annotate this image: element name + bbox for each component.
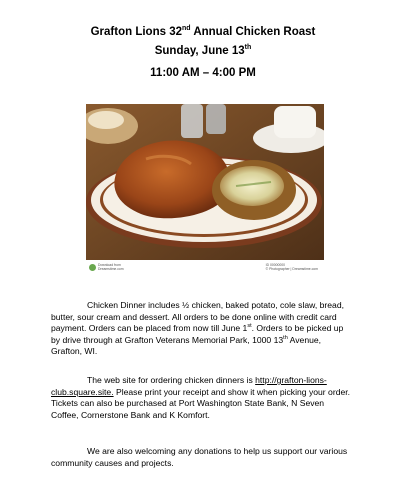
pepper-shaker bbox=[206, 104, 226, 134]
salt-shaker bbox=[181, 104, 203, 138]
watermark-left-line1: Download from bbox=[98, 263, 121, 267]
food-illustration bbox=[86, 104, 324, 260]
donations-paragraph: We are also welcoming any donations to help us support our various community causes and projects. bbox=[51, 446, 348, 468]
watermark-left-line2: Dreamstime.com bbox=[98, 267, 124, 271]
chicken-dinner-photo bbox=[86, 104, 324, 274]
dreamstime-logo-icon bbox=[89, 264, 96, 271]
event-date: Sunday, June 13th bbox=[154, 44, 252, 57]
order-website-link[interactable]: http://grafton-lions-club.square.site. bbox=[51, 375, 327, 397]
watermark-right-line2: © Photographer | Dreamstime.com bbox=[265, 267, 318, 271]
event-title: Grafton Lions 32nd Annual Chicken Roast bbox=[90, 25, 316, 38]
coffee-cup bbox=[274, 106, 316, 138]
event-time: 11:00 AM – 4:00 PM bbox=[150, 67, 256, 79]
watermark-right-line1: ID 00000000 bbox=[265, 263, 286, 267]
dinner-details-paragraph: Chicken Dinner includes ½ chicken, baked potato, cole slaw, bread, butter, sour cream and dessert. All orders to be done online with credit card payment. Orders can be placed from now till June 1st. Orders to be picked up by drive through at Grafton Veterans Memorial Park, 1000 13th Avenue, Grafton, WI. bbox=[51, 300, 345, 356]
watermark-bar bbox=[86, 260, 324, 274]
ordering-paragraph: The web site for ordering chicken dinners is http://grafton-lions-club.square.site. Please print your receipt and show it when picking your order. Tickets can also be purchased at Port Washington State Bank, N Seven Coffee, Cornerstone Bank and K Komfort. bbox=[51, 375, 351, 420]
